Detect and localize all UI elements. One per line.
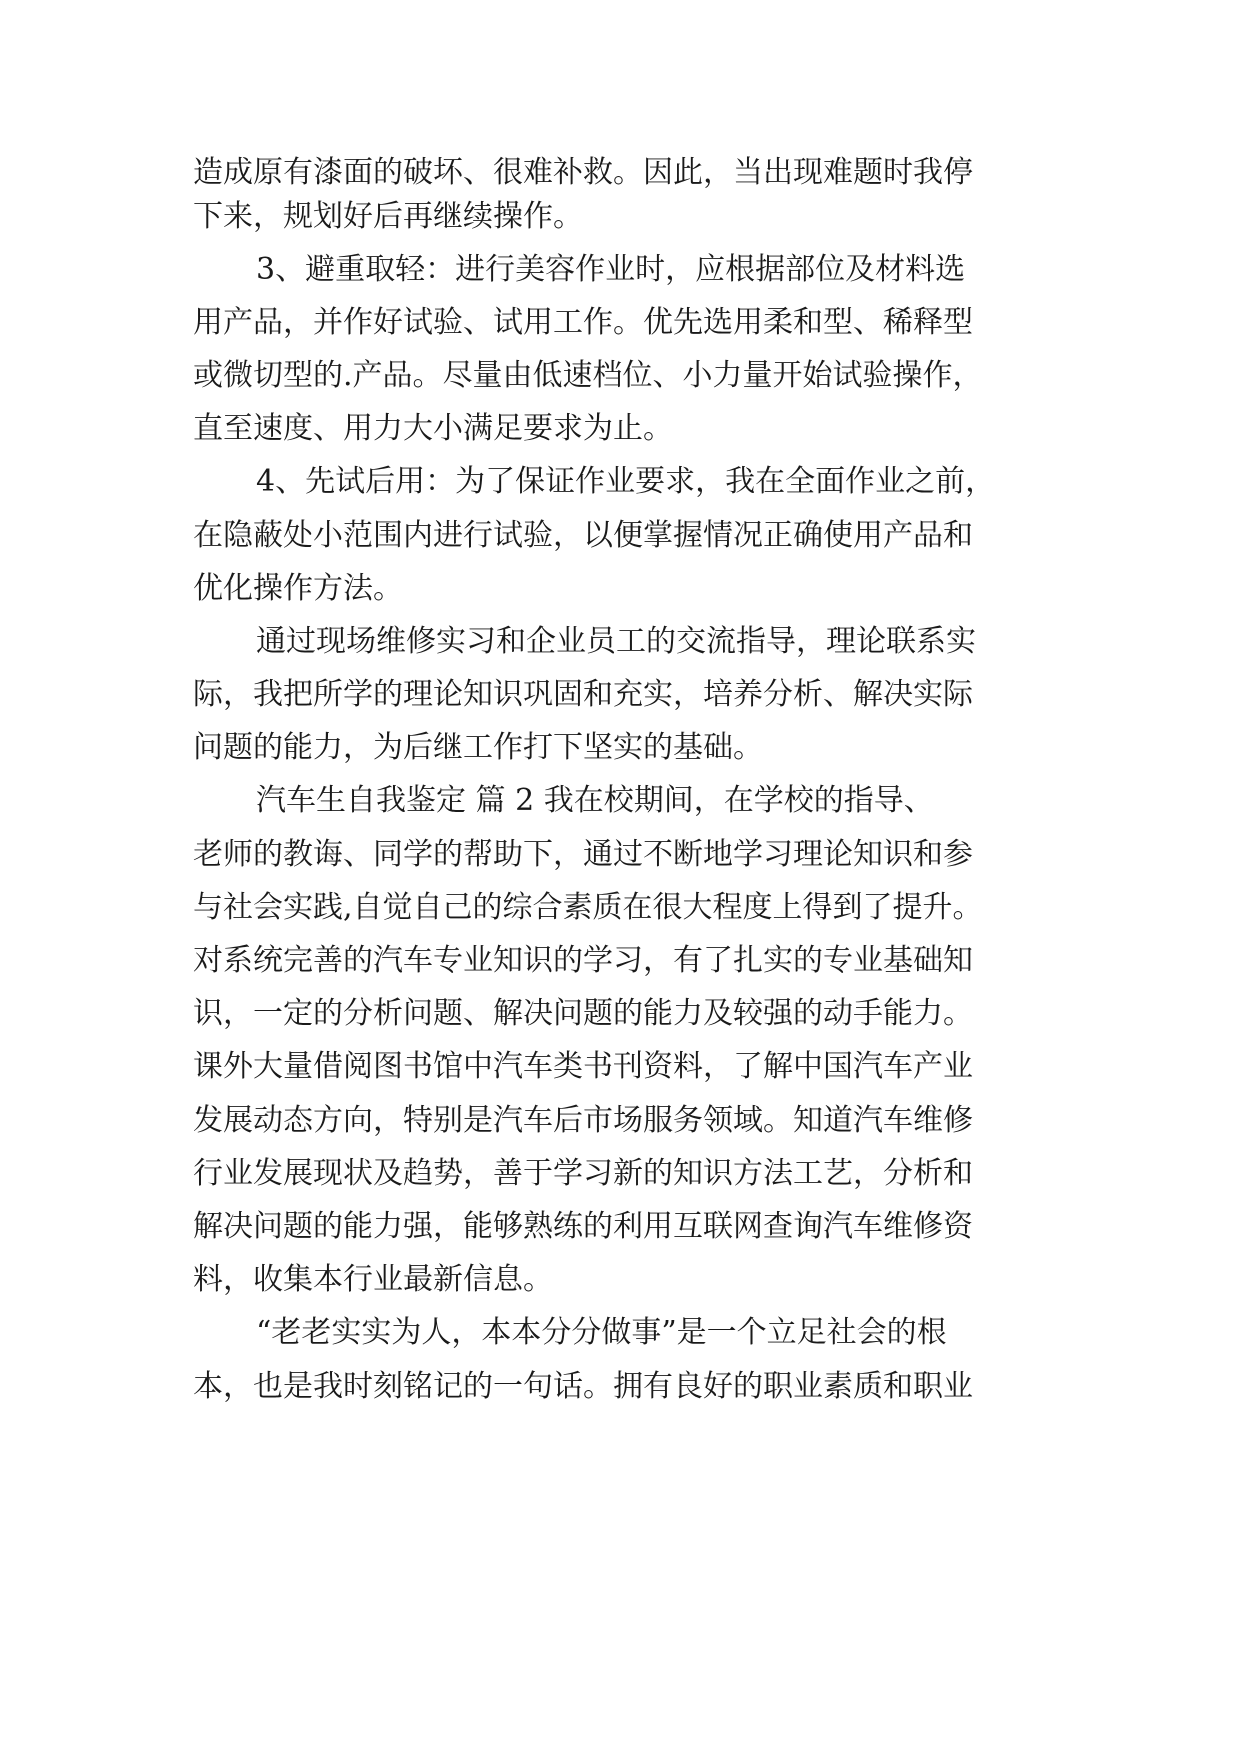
- text-line: 通过现场维修实习和企业员工的交流指导，理论联系实: [256, 624, 976, 659]
- text-line: 优化操作方法。: [193, 571, 403, 606]
- text-line: “老老实实为人，本本分分做事”是一个立足社会的根: [256, 1315, 947, 1350]
- text-line: 发展动态方向，特别是汽车后市场服务领域。知道汽车维修: [193, 1103, 973, 1138]
- text-line: 际，我把所学的理论知识巩固和充实，培养分析、解决实际: [193, 677, 973, 712]
- text-line: 行业发展现状及趋势，善于学习新的知识方法工艺，分析和: [193, 1156, 973, 1191]
- text-line: 老师的教诲、同学的帮助下，通过不断地学习理论知识和参: [193, 837, 973, 872]
- text-line: 造成原有漆面的破坏、很难补救。因此，当出现难题时我停: [193, 155, 973, 190]
- text-line: 本，也是我时刻铭记的一句话。拥有良好的职业素质和职业: [193, 1369, 973, 1404]
- text-line: 3、避重取轻：进行美容作业时，应根据部位及材料选: [256, 252, 966, 287]
- text-line: 用产品，并作好试验、试用工作。优先选用柔和型、稀释型: [193, 305, 973, 340]
- text-line: 料，收集本行业最新信息。: [193, 1262, 553, 1297]
- text-line: 识，一定的分析问题、解决问题的能力及较强的动手能力。: [193, 996, 973, 1031]
- section-heading-line: 汽车生自我鉴定 篇 2 我在校期间，在学校的指导、: [256, 783, 934, 818]
- text-line: 在隐蔽处小范围内进行试验，以便掌握情况正确使用产品和: [193, 518, 973, 553]
- text-line: 4、先试后用：为了保证作业要求，我在全面作业之前，: [256, 464, 996, 499]
- text-line: 解决问题的能力强，能够熟练的利用互联网查询汽车维修资: [193, 1209, 973, 1244]
- text-line: 或微切型的.产品。尽量由低速档位、小力量开始试验操作，: [193, 358, 983, 393]
- text-line: 与社会实践,自觉自己的综合素质在很大程度上得到了提升。: [193, 890, 983, 925]
- text-line: 直至速度、用力大小满足要求为止。: [193, 411, 673, 446]
- text-line: 对系统完善的汽车专业知识的学习，有了扎实的专业基础知: [193, 943, 973, 978]
- text-line: 课外大量借阅图书馆中汽车类书刊资料，了解中国汽车产业: [193, 1049, 973, 1084]
- text-line: 问题的能力，为后继工作打下坚实的基础。: [193, 730, 763, 765]
- text-line: 下来，规划好后再继续操作。: [193, 199, 583, 234]
